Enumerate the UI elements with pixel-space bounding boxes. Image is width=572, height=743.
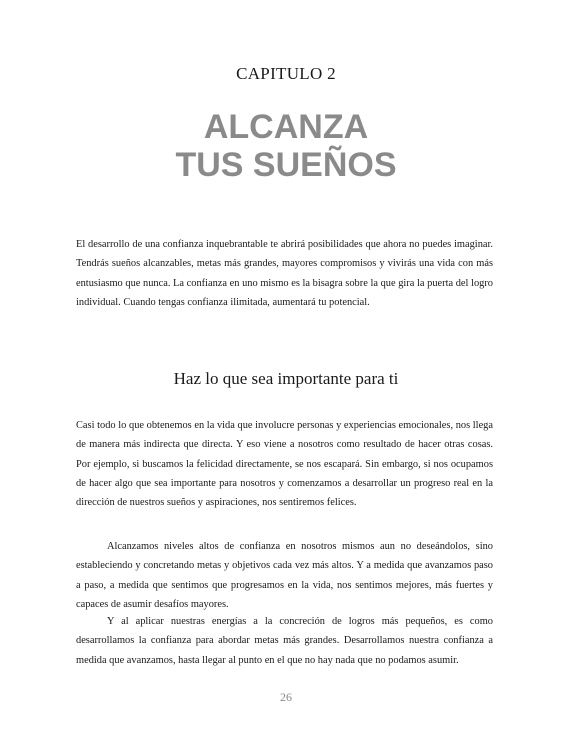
body-paragraph-2: Alcanzamos niveles altos de confianza en nosotros mismos aun no deseándolos, sino estableciendo y concretando metas y objetivos cada vez más altos. Y a medida que avanzamos paso a paso, a medida que sentimos que progresamos en la vida, nos sentimos mejores, más fuertes y capaces de asumir desafíos mayores. — [76, 541, 493, 610]
page-number: 26 — [280, 690, 292, 704]
body-paragraph-1: Casi todo lo que obtenemos en la vida que involucre personas y experiencias emocionales, nos llega de manera más indirecta que directa. Y eso viene a nosotros como resultado de hacer otras cosas. Por ejemplo, si buscamos la felicidad directamente, se nos escapará. Sin embargo, si nos ocupamos de hacer algo que sea importante para nosotros y comenzamos a desarrollar un progreso real en la dirección de nuestros sueños y aspiraciones, nos sentiremos felices. — [76, 420, 493, 509]
chapter-title-line-2: TUS SUEÑOS — [175, 146, 397, 184]
intro-paragraph: El desarrollo de una confianza inquebrantable te abrirá posibilidades que ahora no puedes imaginar. Tendrás sueños alcanzables, metas más grandes, mayores compromisos y vivirás una vida con más entusiasmo que nunca. La confianza en uno mismo es la bisagra sobre la que gira la puerta del logro individual. Cuando tengas confianza ilimitada, aumentará tu potencial. — [76, 239, 493, 308]
chapter-title — [0, 108, 572, 184]
chapter-title-line-1: ALCANZA — [203, 108, 369, 146]
section-heading: Haz lo que sea importante para ti — [173, 369, 399, 388]
body-paragraph-3: Y al aplicar nuestras energías a la concreción de logros más pequeños, es como desarrollamos la confianza para abordar metas más grandes. Desarrollamos nuestra confianza a medida que avanzamos, hasta llegar al punto en el que no hay nada que no podamos asumir. — [76, 616, 493, 666]
chapter-label: CAPITULO 2 — [236, 64, 336, 83]
